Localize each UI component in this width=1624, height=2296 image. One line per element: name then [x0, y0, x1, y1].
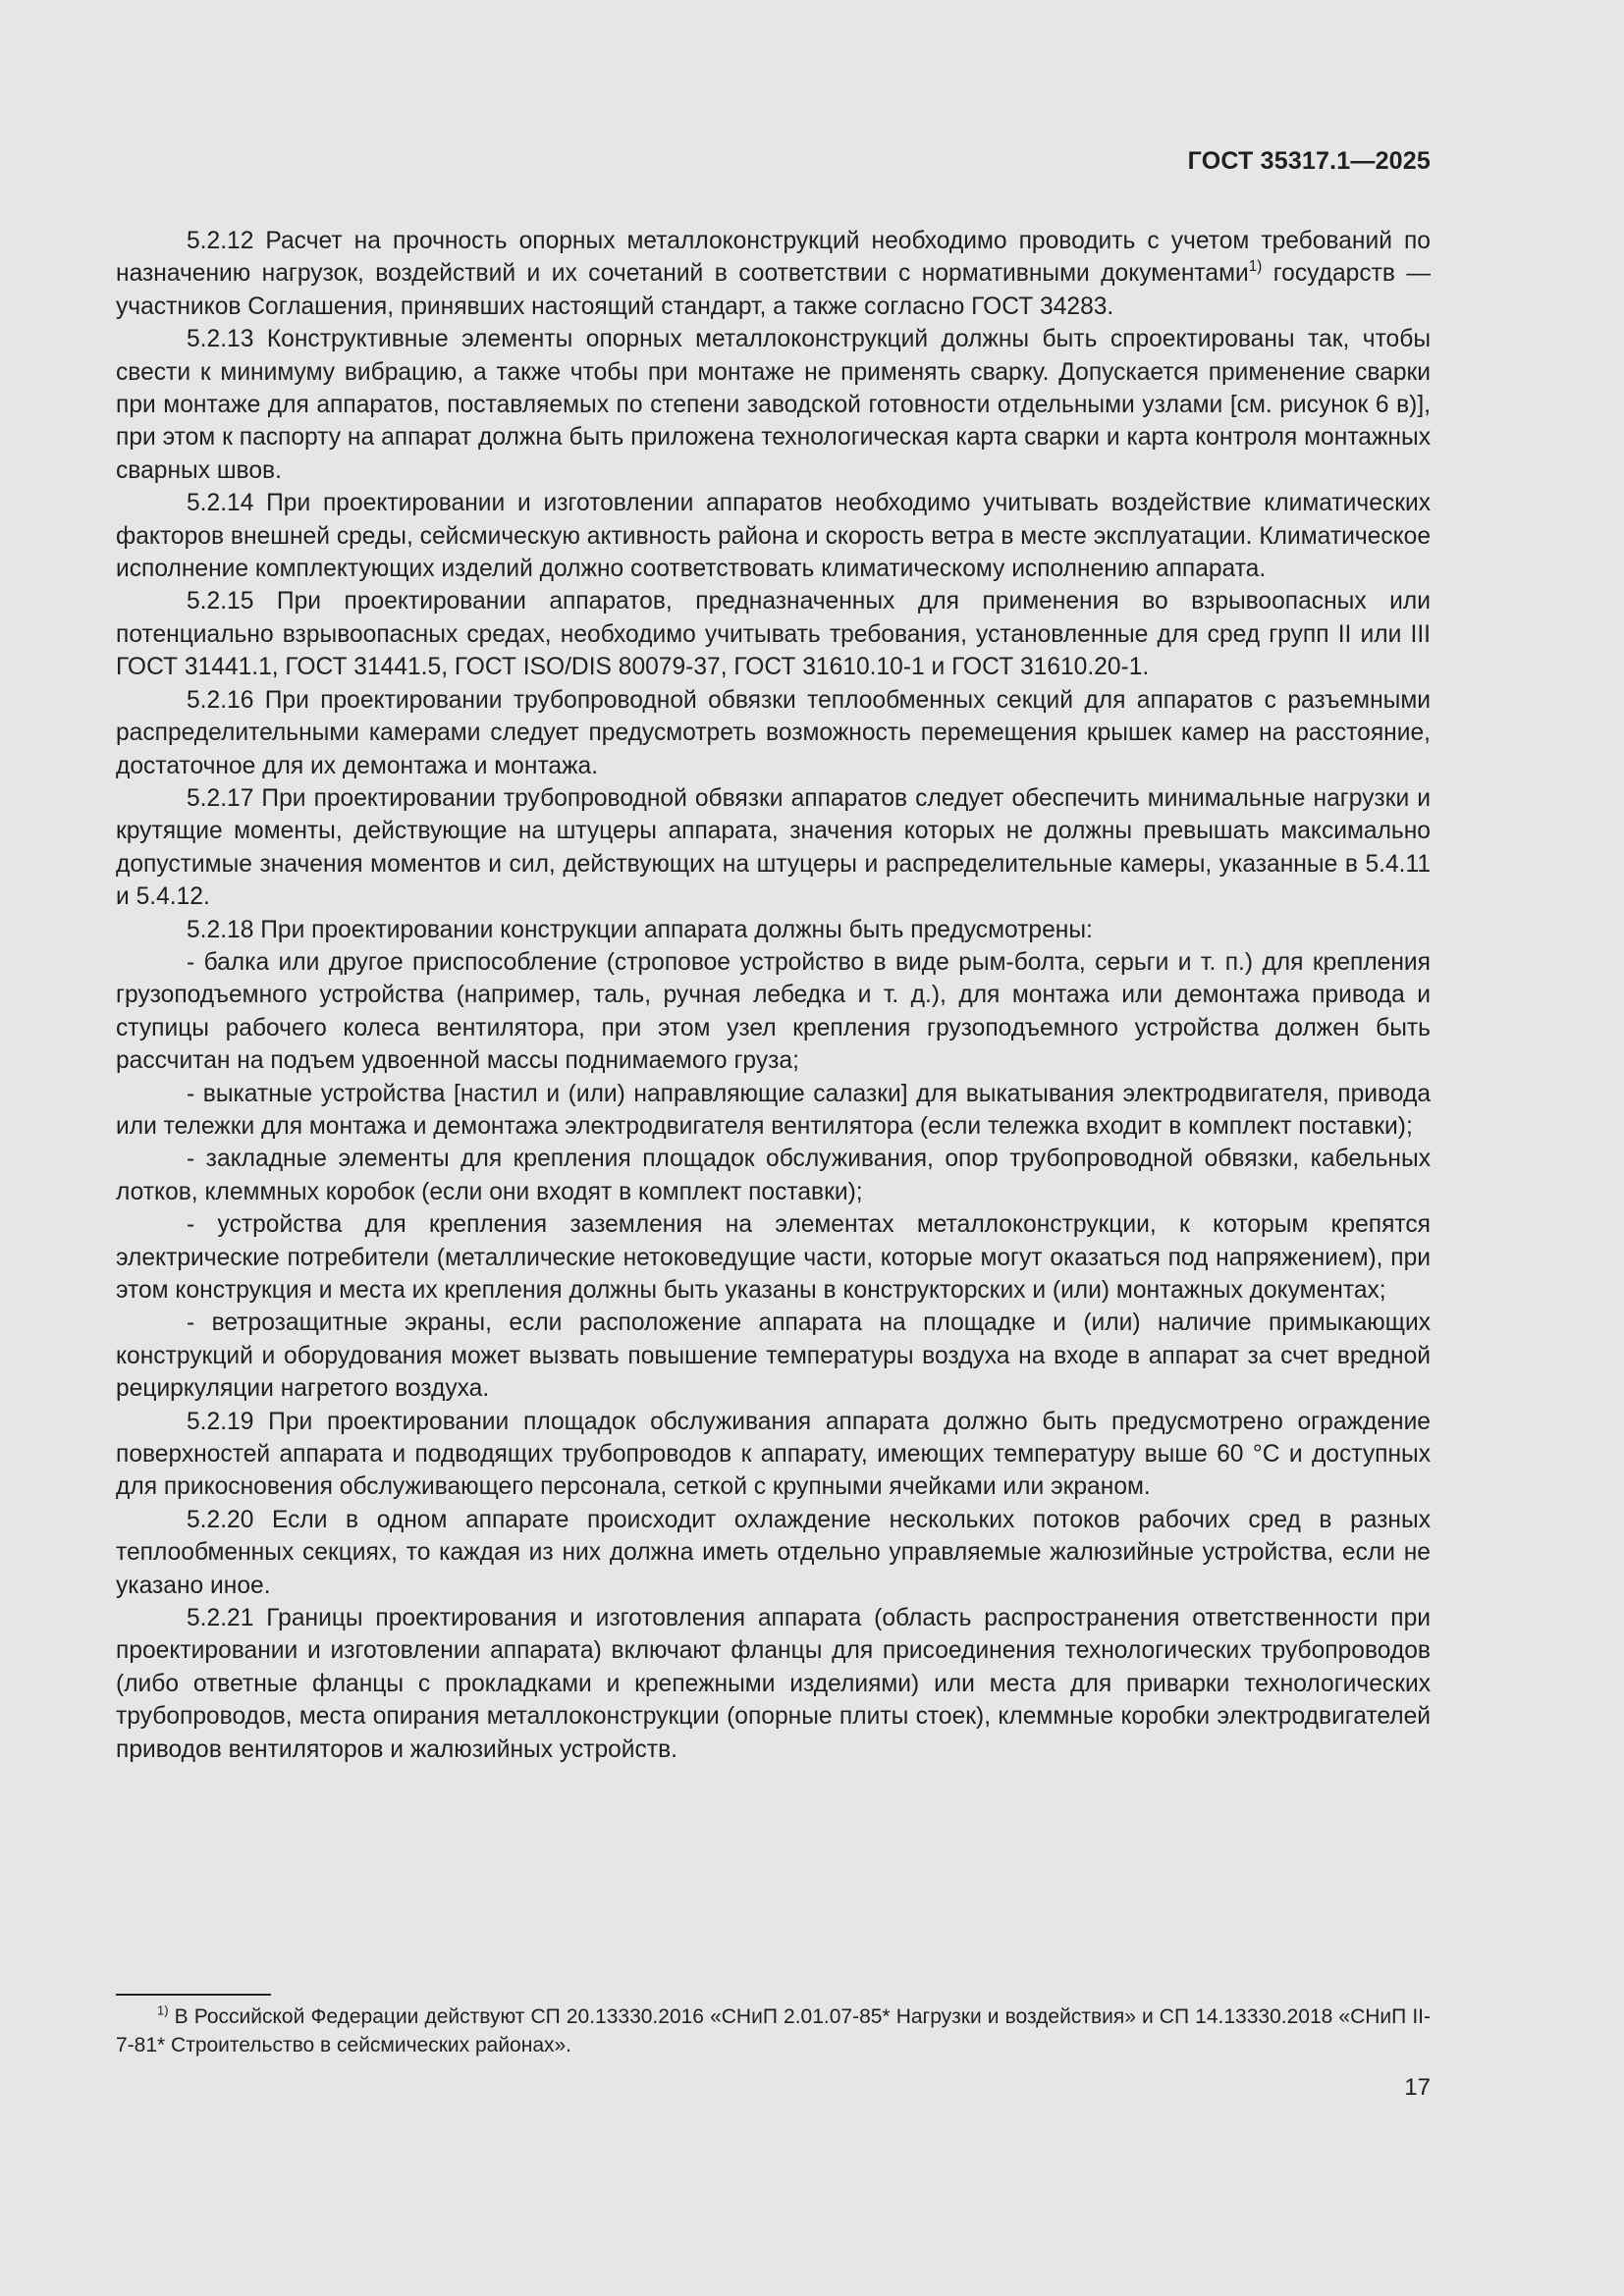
paragraph-5-2-21: 5.2.21 Границы проектирования и изготовления аппарата (область распространения ответственности при проектировании и изготовлении аппарата) включают фланцы для присоединения технологических трубопроводов (либо ответные фланцы с прокладками и крепежными изделиями) или места для приварки технологических трубопроводов, места опирания металлоконструкции (опорные плиты стоек), клеммные коробки электродвигателей приводов вентиляторов и жалюзийных устройств. — [116, 1605, 1431, 1763]
list-item: - закладные элементы для крепления площадок обслуживания, опор трубопроводной обвязки, кабельных лотков, клеммных коробок (если они входят в комплект поставки); — [116, 1146, 1431, 1205]
list-item: - выкатные устройства [настил и (или) направляющие салазки] для выкатывания электродвигателя, привода или тележки для монтажа и демонтажа электродвигателя вентилятора (если тележка входит в комплект поставки); — [116, 1080, 1431, 1140]
paragraph-5-2-20: 5.2.20 Если в одном аппарате происходит охлаждение нескольких потоков рабочих сред в разных теплообменных секциях, то каждая из них должна иметь отдельно управляемые жалюзийные устройства, если не указано иное. — [116, 1506, 1431, 1599]
standard-designation: ГОСТ 35317.1—2025 — [1187, 147, 1431, 175]
list-item: - устройства для крепления заземления на элементах металлоконструкции, к которым крепятся электрические потребители (металлические нетоковедущие части, которые могут оказаться под напряжением), при этом конструкция и места их крепления должны быть указаны в конструкторских и (или) монтажных документах; — [116, 1211, 1431, 1304]
paragraph-5-2-13: 5.2.13 Конструктивные элементы опорных металлоконструкций должны быть спроектированы так, чтобы свести к минимуму вибрацию, а также чтобы при монтаже не применять сварку. Допускается применение сварки при монтаже для аппаратов, поставляемых по степени заводской готовности отдельными узлами [см. рисунок 6 в)], при этом к паспорту на аппарат должна быть приложена технологическая карта сварки и карта контроля монтажных сварных швов. — [116, 326, 1431, 484]
paragraph-5-2-15: 5.2.15 При проектировании аппаратов, предназначенных для применения во взрывоопасных или потенциально взрывоопасных средах, необходимо учитывать требования, установленные для сред групп II или III ГОСТ 31441.1, ГОСТ 31441.5, ГОСТ ISO/DIS 80079-37, ГОСТ 31610.10-1 и ГОСТ 31610.20-1. — [116, 588, 1431, 681]
footnote-separator — [116, 1994, 271, 1996]
paragraph-5-2-12: 5.2.12 Расчет на прочность опорных металлоконструкций необходимо проводить с учетом требований по назначению нагрузок, воздействий и их сочетаний в соответствии с нормативными документами$^{1)}$ государств — участников Соглашения, принявших настоящий стандарт, а также согласно ГОСТ 34283. — [116, 228, 1431, 320]
paragraph-5-2-19: 5.2.19 При проектировании площадок обслуживания аппарата должно быть предусмотрено ограждение поверхностей аппарата и подводящих трубопроводов к аппарату, имеющих температуру выше 60 °С и доступных для прикосновения обслуживающего персонала, сеткой с крупными ячейками или экраном. — [116, 1408, 1431, 1501]
paragraph-5-2-18: 5.2.18 При проектировании конструкции аппарата должны быть предусмотрены: — [187, 916, 1093, 943]
paragraph-5-2-16: 5.2.16 При проектировании трубопроводной обвязки теплообменных секций для аппаратов с разъемными распределительными камерами следует предусмотреть возможность перемещения крышек камер на расстояние, достаточное для их демонтажа и монтажа. — [116, 686, 1431, 779]
page-number: 17 — [1404, 2074, 1431, 2101]
paragraph-5-2-17: 5.2.17 При проектировании трубопроводной обвязки аппаратов следует обеспечить минимальные нагрузки и крутящие моменты, действующие на штуцеры аппарата, значения которых не должны превышать максимально допустимые значения моментов и сил, действующих на штуцеры и распределительные камеры, указанные в 5.4.11 и 5.4.12. — [116, 784, 1431, 911]
footnote — [116, 2002, 1431, 2059]
footnote-text: В Российской Федерации действуют СП 20.13330.2016 «СНиП 2.01.07-85* Нагрузки и воздействия» и СП 14.13330.2018 «СНиП II-7-81* Строительство в сейсмических районах». — [116, 2005, 1431, 2056]
footnote-reference: 1) — [1248, 258, 1263, 276]
footnote-marker: 1) — [157, 2002, 169, 2018]
list-item: - балка или другое приспособление (строповое устройство в виде рым-болта, серьги и т. п.) для крепления грузоподъемного устройства (например, таль, ручная лебедка и т. д.), для монтажа или демонтажа привода и ступицы рабочего колеса вентилятора, при этом узел крепления грузоподъемного устройства должен быть рассчитан на подъем удвоенной массы поднимаемого груза; — [116, 948, 1431, 1075]
list-item: - ветрозащитные экраны, если расположение аппарата на площадке и (или) наличие примыкающих конструкций и оборудования может вызвать повышение температуры воздуха на входе в аппарат за счет вредной рециркуляции нагретого воздуха. — [116, 1309, 1431, 1403]
body-text — [116, 225, 1431, 1766]
paragraph-5-2-14: 5.2.14 При проектировании и изготовлении аппаратов необходимо учитывать воздействие климатических факторов внешней среды, сейсмическую активность района и скорость ветра в месте эксплуатации. Климатическое исполнение комплектующих изделий должно соответствовать климатическому исполнению аппарата. — [116, 490, 1431, 583]
